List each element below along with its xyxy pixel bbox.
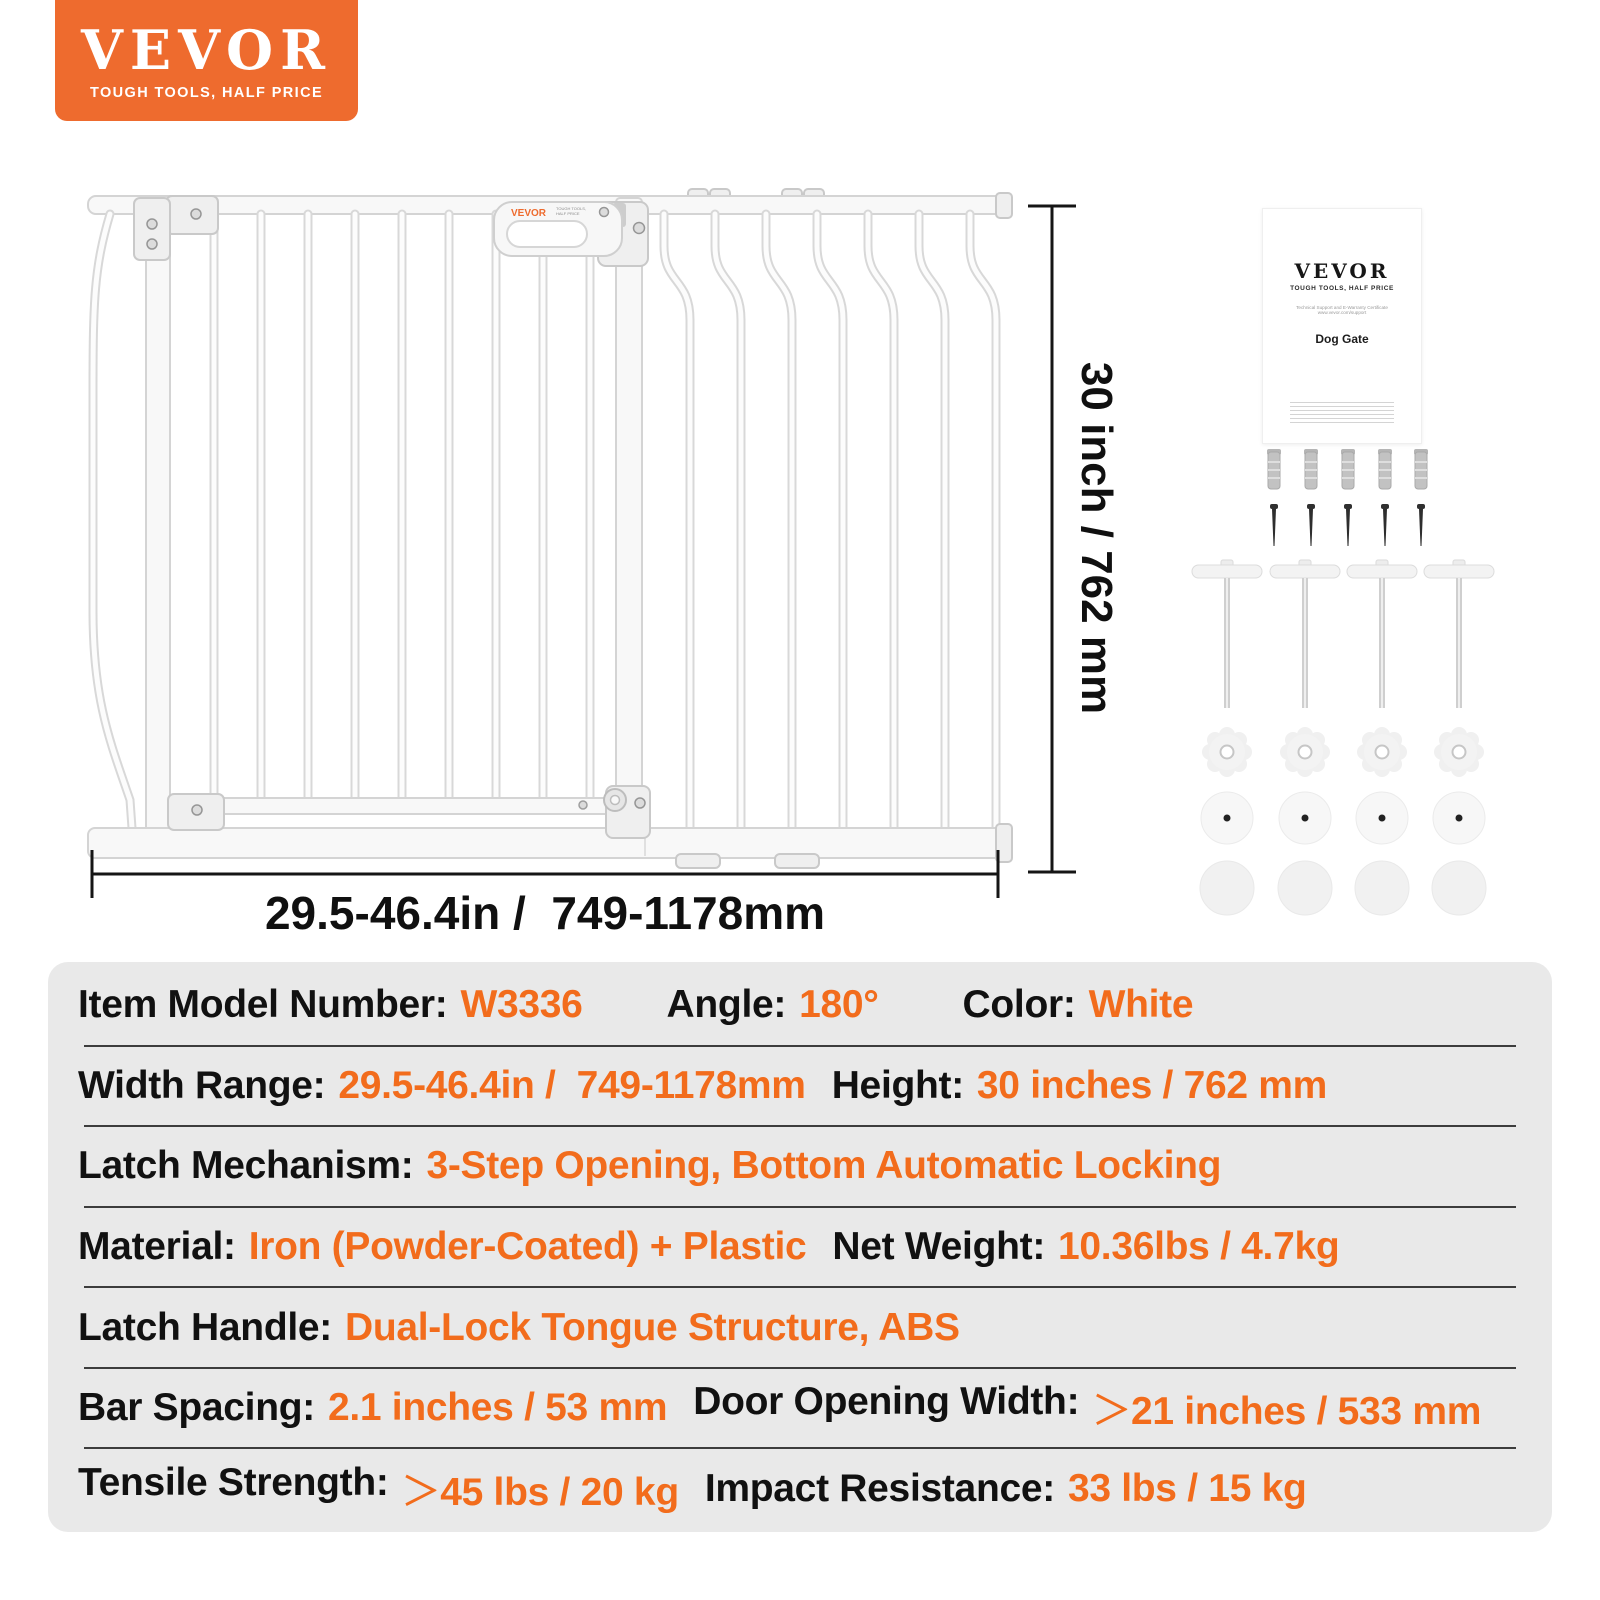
handle-hole — [507, 221, 587, 247]
mounting-screws — [1270, 504, 1425, 546]
brand-tagline: TOUGH TOOLS, HALF PRICE — [89, 84, 324, 101]
spec-value: White — [1088, 983, 1194, 1027]
vevor-logo — [55, 0, 358, 121]
wall-anchors — [1267, 449, 1428, 489]
latch-tagline-2: HALF PRICE — [556, 211, 580, 216]
spec-label: Color: — [962, 983, 1076, 1027]
spec-value: 30 inches / 762 mm — [976, 1063, 1328, 1107]
instruction-manual — [1262, 208, 1422, 444]
gate-frame — [88, 189, 1012, 868]
bottom-hinge-left — [168, 794, 224, 830]
spec-row-size — [48, 1047, 1552, 1126]
wall-anchor — [1341, 449, 1355, 489]
locking-knob — [1357, 727, 1407, 777]
latch-brand-text: VEVOR — [511, 208, 547, 219]
wall-pad — [1432, 861, 1486, 915]
locking-knobs — [1202, 727, 1484, 777]
locking-knob — [1202, 727, 1252, 777]
screw — [579, 801, 587, 809]
threaded-rod — [1270, 560, 1340, 708]
locking-knob — [1434, 727, 1484, 777]
spec-row-strength — [48, 1449, 1552, 1528]
wall-anchor — [1304, 449, 1318, 489]
wall-cup — [1201, 792, 1253, 844]
threaded-rod — [1347, 560, 1417, 708]
spec-row-material — [48, 1208, 1552, 1287]
wall-anchor — [1378, 449, 1392, 489]
spec-label: Width Range: — [78, 1063, 326, 1107]
dimension-lines — [92, 206, 1076, 898]
height-dimension-label: 30 inch / 762 mm — [1072, 361, 1121, 715]
accessories — [1192, 449, 1494, 915]
wall-pads — [1200, 861, 1486, 915]
spec-value: ＞45 lbs / 20 kg — [401, 1470, 679, 1514]
door-bottom-rail — [170, 798, 616, 814]
wall-anchor — [1414, 449, 1428, 489]
spec-value: 2.1 inches / 53 mm — [327, 1386, 668, 1430]
spec-label: Latch Mechanism: — [78, 1144, 414, 1188]
extension-bars — [664, 214, 996, 828]
spec-row-spacing — [48, 1369, 1552, 1448]
mounting-screw — [1307, 504, 1315, 546]
latch-tagline-1: TOUGH TOOLS, — [556, 206, 587, 211]
latch-handle — [494, 202, 648, 266]
screw — [147, 219, 157, 229]
spec-value: 33 lbs / 15 kg — [1067, 1466, 1307, 1510]
top-hinge — [134, 196, 218, 260]
manual-support-line: Technical Support and E-Warranty Certificate www.vevor.com/support — [1296, 305, 1388, 315]
mounting-screw — [1344, 504, 1352, 546]
spec-row-latch-handle — [48, 1288, 1552, 1367]
screw — [192, 805, 202, 815]
door-bars — [214, 214, 590, 798]
width-dimension-label: 29.5-46.4in / 749-1178mm — [264, 887, 826, 939]
screw — [147, 239, 157, 249]
spec-value: Dual-Lock Tongue Structure, ABS — [344, 1305, 960, 1349]
rail-foot-tab — [676, 854, 720, 868]
door-post — [616, 198, 642, 838]
wall-cups — [1201, 792, 1485, 844]
spec-label: Height: — [831, 1063, 964, 1107]
spec-label: Net Weight: — [832, 1225, 1046, 1269]
top-rail-end-cap — [996, 193, 1012, 218]
hinge-post — [146, 196, 170, 836]
wall-cup — [1279, 792, 1331, 844]
mounting-screw — [1381, 504, 1389, 546]
spec-value: Iron (Powder-Coated) + Plastic — [248, 1225, 807, 1269]
spec-value: 29.5-46.4in / 749-1178mm — [338, 1063, 806, 1107]
manual-title: Dog Gate — [1315, 332, 1369, 346]
threaded-rod — [1424, 560, 1494, 708]
wall-pad — [1355, 861, 1409, 915]
screw — [635, 798, 645, 808]
wall-pad — [1278, 861, 1332, 915]
screw — [600, 208, 609, 217]
spec-label: Item Model Number: — [78, 983, 448, 1027]
manual-brand: VEVOR — [1294, 259, 1390, 283]
rail-foot-tab — [775, 854, 819, 868]
manual-fine-print — [1290, 402, 1394, 426]
spec-row-latch-mechanism — [48, 1127, 1552, 1206]
spec-row-model — [48, 966, 1552, 1045]
spec-label: Door Opening Width: — [693, 1380, 1080, 1424]
manual-tagline: TOUGH TOOLS, HALF PRICE — [1290, 285, 1394, 292]
locking-knob — [1280, 727, 1330, 777]
spec-label: Material: — [78, 1225, 236, 1269]
wall-cup — [1356, 792, 1408, 844]
spec-label: Angle: — [666, 983, 787, 1027]
spec-label: Impact Resistance: — [704, 1466, 1055, 1510]
screw — [634, 223, 645, 234]
spec-label: Bar Spacing: — [78, 1386, 315, 1430]
spec-value: 3-Step Opening, Bottom Automatic Locking — [426, 1144, 1222, 1188]
wall-cup — [1433, 792, 1485, 844]
bottom-rail — [88, 828, 1010, 858]
spec-value: W3336 — [460, 983, 583, 1027]
spec-value: ＞21 inches / 533 mm — [1092, 1390, 1482, 1434]
spec-table — [48, 962, 1552, 1532]
spec-value: 180° — [799, 983, 879, 1027]
brand-name: VEVOR — [81, 17, 332, 82]
mounting-screw — [1270, 504, 1278, 546]
spec-label: Tensile Strength: — [78, 1460, 389, 1504]
screw — [191, 209, 201, 219]
spec-label: Latch Handle: — [78, 1305, 332, 1349]
mounting-screw — [1417, 504, 1425, 546]
spec-value: 10.36lbs / 4.7kg — [1058, 1225, 1340, 1269]
wall-pad — [1200, 861, 1254, 915]
left-wavy-bar — [93, 214, 132, 828]
threaded-rods — [1192, 560, 1494, 708]
threaded-rod — [1192, 560, 1262, 708]
wall-anchor — [1267, 449, 1281, 489]
